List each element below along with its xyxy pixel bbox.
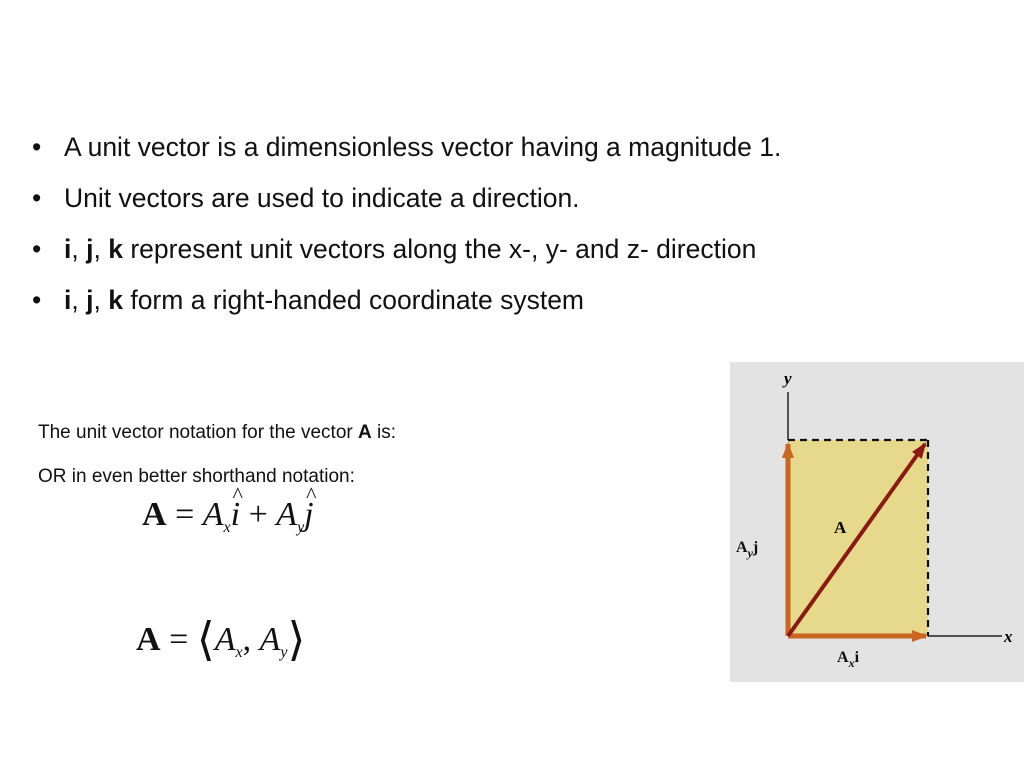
bullet-symbol: • [32,183,42,213]
eq-i-hat: i ^ [231,496,240,534]
caption-end: is: [371,422,397,443]
shorthand-caption: OR in even better shorthand notation: [38,466,355,487]
unit-j: j [86,234,94,264]
bullet-item [30,275,1010,326]
eq-ax: A [214,621,236,658]
bullet-symbol: • [32,285,42,315]
separator: , [71,234,87,264]
eq-ay: A [276,496,298,533]
eq-plus: + [240,496,277,533]
ay-main: A [736,539,748,556]
eq-ay: A [259,621,281,658]
eq-lhs: A [142,496,167,533]
unit-k: k [108,234,123,264]
unit-i: i [64,234,72,264]
ay-unit: j [752,539,759,556]
eq-open-bracket: ⟨ [196,614,215,665]
unit-k: k [108,285,123,315]
bullet-text: Unit vectors are used to indicate a direction. [64,183,580,213]
eq-ax: A [202,496,224,533]
bullet-symbol: • [32,132,42,162]
bullet-list [30,122,1010,326]
ax-unit: i [854,649,860,666]
eq-sub-x: x [223,519,231,536]
vector-diagram [730,362,1024,682]
bullet-text: form a right-handed coordinate system [122,285,585,315]
x-axis-label: x [1004,627,1013,646]
eq-sub-y: y [280,644,288,661]
vector-name: A [358,422,372,443]
eq-comma: , [242,621,260,658]
eq-j-hat: j ^ [304,496,313,534]
separator: , [93,234,109,264]
eq-equals: = [160,621,197,658]
bullet-item [30,173,1010,224]
caption-text: The unit vector notation for the vector [38,422,359,443]
y-axis-label: y [784,369,792,388]
unit-j: j [86,285,94,315]
unit-vector-equation [142,496,314,534]
ax-sub: x [848,656,855,670]
eq-equals: = [166,496,203,533]
ay-sub: y [747,546,753,560]
eq-sub-y: y [297,519,305,536]
bullet-text: A unit vector is a dimensionless vector having a magnitude 1. [64,132,782,162]
separator: , [93,285,109,315]
unit-i: i [64,285,72,315]
shorthand-equation [136,612,305,666]
notation-caption [38,422,396,444]
separator: , [71,285,87,315]
eq-lhs: A [136,621,161,658]
vector-a-label: A [834,518,847,537]
bullet-item [30,122,1010,173]
eq-sub-x: x [235,644,243,661]
bullet-item [30,224,1010,275]
bullet-symbol: • [32,234,42,264]
ax-main: A [837,649,849,666]
eq-close-bracket: ⟩ [287,614,306,665]
bullet-text: represent unit vectors along the x-, y- and z- direction [122,234,757,264]
